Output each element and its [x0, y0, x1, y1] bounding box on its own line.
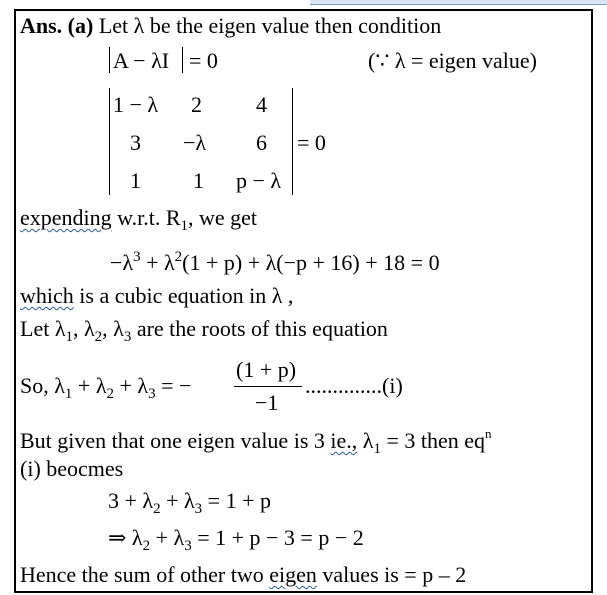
det-r3c3: p − λ: [236, 168, 282, 193]
answer-intro: Let λ be the eigen value then condition: [93, 13, 442, 38]
equation-tag: ..............(i): [305, 373, 403, 398]
fraction-numerator: (1 + p): [236, 357, 297, 382]
det-r1c3: 4: [256, 92, 267, 117]
window-edge: [310, 0, 607, 5]
det-r1c2: 2: [191, 92, 202, 117]
expand-line: expending w.r.t. $R_1$, we get: [20, 205, 258, 234]
cubic-equation: $-\lambda^3 + \lambda^2(1 + p) + \lambda(-p + 16) + 18 = 0$: [110, 249, 440, 275]
det-bar-right: [292, 88, 293, 195]
becomes-line: (i) beocmes: [20, 456, 124, 481]
answer-heading: [20, 13, 441, 39]
abs-bar-left: [109, 47, 110, 73]
det-r3c1: 1: [130, 168, 141, 193]
abs-bar-right: [182, 47, 183, 73]
substituted-equation: $3 + \lambda_2 + \lambda_3 = 1 + p$: [108, 488, 271, 517]
cubic-note: which is a cubic equation in λ ,: [20, 283, 294, 308]
char-equation-rhs: = 0: [189, 48, 218, 73]
det-bar-left: [109, 88, 110, 195]
answer-label: Ans. (a): [20, 13, 94, 38]
implication-equation: ⇒ $\lambda_2 + \lambda_3 = 1 + p - 3 = p - 2$: [108, 525, 364, 554]
char-equation: A − λI: [113, 48, 170, 73]
det-r1c1: 1 − λ: [113, 92, 159, 117]
det-r3c2: 1: [193, 168, 204, 193]
conclusion-line: Hence the sum of other two eigen values is = p – 2: [20, 562, 467, 587]
roots-line: Let $\lambda_1$, $\lambda_2$, $\lambda_3$ are the roots of this equation: [20, 316, 388, 345]
det-r2c2: −λ: [183, 130, 207, 155]
sum-of-roots: So, $\lambda_1 + \lambda_2 + \lambda_3$ = −: [20, 373, 192, 402]
det-rhs: = 0: [297, 130, 326, 155]
fraction-denominator: −1: [255, 390, 279, 415]
det-r2c3: 6: [256, 130, 267, 155]
given-line: But given that one eigen value is 3 ie., $\lambda_1 = 3$ then $eq^n$: [20, 426, 492, 457]
fraction-bar: [234, 386, 302, 387]
det-r2c1: 3: [130, 130, 141, 155]
because-note: (∵ λ = eigen value): [368, 48, 538, 73]
